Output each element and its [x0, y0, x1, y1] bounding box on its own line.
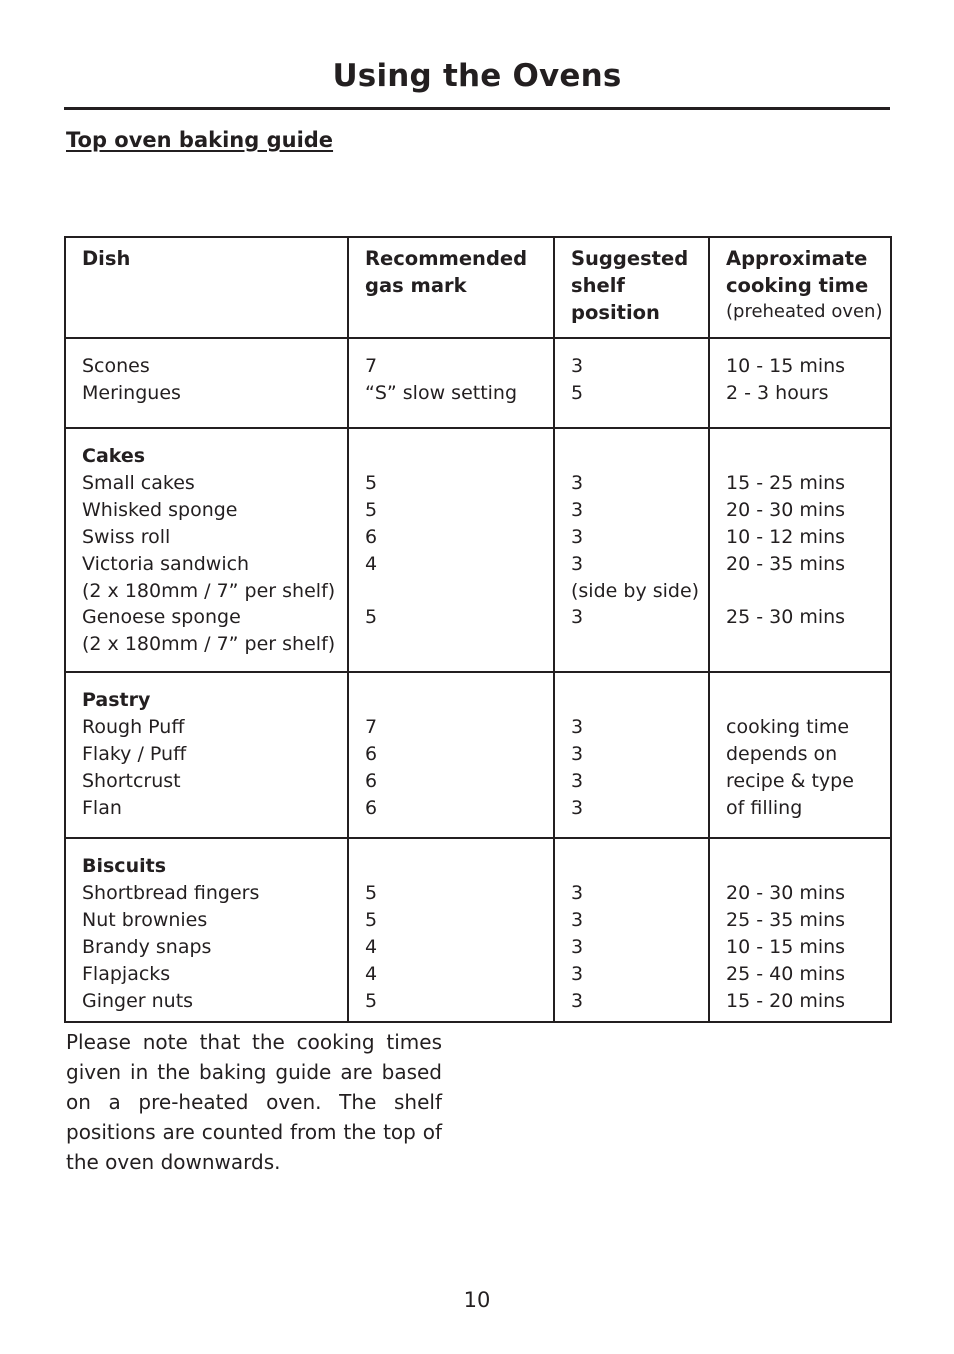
header-shelf-position: Suggested shelf position	[554, 237, 709, 338]
shelf-cell: 3 3 3 3 (side by side) 3	[554, 428, 709, 672]
group-title: Cakes	[82, 445, 146, 467]
title-divider	[64, 107, 890, 110]
gas-mark-cell: 5 5 4 4 5	[348, 838, 554, 1022]
table-header-row	[65, 237, 891, 338]
time-cell: 15 - 25 mins 20 - 30 mins 10 - 12 mins 20 - 35 mins 25 - 30 mins	[709, 428, 891, 672]
dish-cell: Pastry Rough Puff Flaky / Puff Shortcrust Flan	[65, 672, 348, 838]
time-cell: 20 - 30 mins 25 - 35 mins 10 - 15 mins 25 - 40 mins 15 - 20 mins	[709, 838, 891, 1022]
dish-cell: Cakes Small cakes Whisked sponge Swiss roll Victoria sandwich (2 x 180mm / 7” per shelf) Genoese sponge (2 x 180mm / 7” per shelf)	[65, 428, 348, 672]
header-dish: Dish	[65, 237, 348, 338]
gas-mark-cell: 5 5 6 4 5	[348, 428, 554, 672]
section-heading: Top oven baking guide	[66, 128, 334, 152]
header-cooking-time: Approximate cooking time (preheated oven)	[709, 237, 891, 338]
dish-cell: Scones Meringues	[65, 338, 348, 428]
table-row-pastry	[65, 672, 891, 838]
note-paragraph: Please note that the cooking times given in the baking guide are based on a pre-heated oven. The shelf positions are counted from the top of the oven downwards.	[66, 1030, 442, 1174]
gas-mark-cell: 7 6 6 6	[348, 672, 554, 838]
baking-guide-table	[64, 236, 892, 1023]
dish-cell: Biscuits Shortbread fingers Nut brownies Brandy snaps Flapjacks Ginger nuts	[65, 838, 348, 1022]
gas-mark-cell: 7 “S” slow setting	[348, 338, 554, 428]
group-title: Biscuits	[82, 855, 166, 877]
group-title: Pastry	[82, 689, 151, 711]
table-row-scones	[65, 338, 891, 428]
shelf-cell: 3 3 3 3 3	[554, 838, 709, 1022]
page-title: Using the Ovens	[332, 58, 622, 94]
table-row-biscuits	[65, 838, 891, 1022]
header-gas-mark: Recommended gas mark	[348, 237, 554, 338]
header-cooking-time-note: (preheated oven)	[726, 301, 883, 322]
page-number: 10	[463, 1288, 491, 1312]
time-cell: 10 - 15 mins 2 - 3 hours	[709, 338, 891, 428]
time-cell: cooking time depends on recipe & type of filling	[709, 672, 891, 838]
table-row-cakes	[65, 428, 891, 672]
shelf-cell: 3 5	[554, 338, 709, 428]
shelf-cell: 3 3 3 3	[554, 672, 709, 838]
